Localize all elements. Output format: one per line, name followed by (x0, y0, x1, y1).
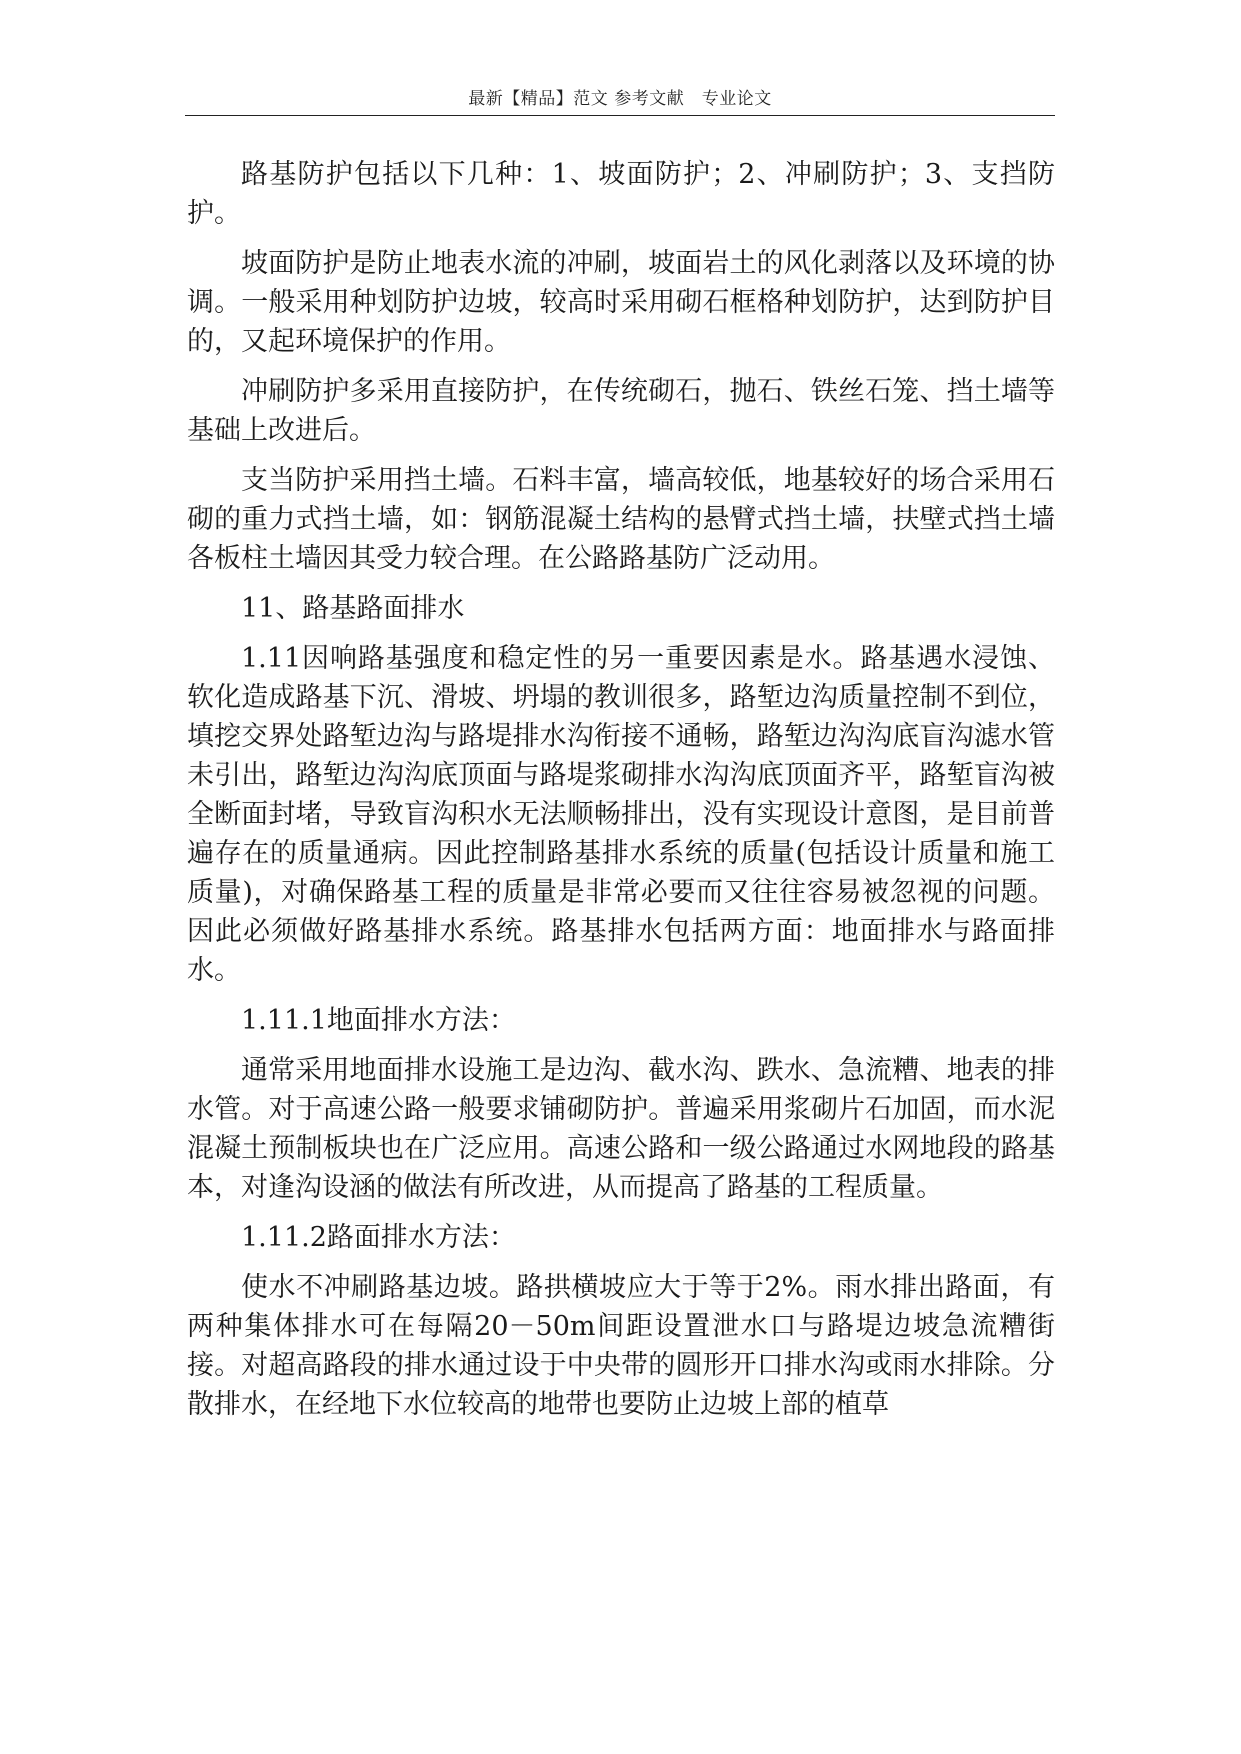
section-heading-drainage: 11、路基路面排水 (241, 593, 465, 624)
subsection-heading-ground-drainage: 1.11.1地面排水方法： (241, 1005, 516, 1036)
paragraph-protection-types: 路基防护包括以下几种：1、坡面防护；2、冲刷防护；3、支挡防护。 (187, 159, 1055, 229)
header-divider (185, 115, 1055, 116)
document-body (187, 155, 1055, 1435)
paragraph-slope-protection: 坡面防护是防止地表水流的冲刷，坡面岩土的风化剥落以及环境的协调。一般采用种划防护边坡，较高时采用砌石框格种划防护，达到防护目的，又起环境保护的作用。 (187, 248, 1055, 357)
paragraph-drainage-intro: 1.11因响路基强度和稳定性的另一重要因素是水。路基遇水浸蚀、软化造成路基下沉、滑坡、坍塌的教训很多，路堑边沟质量控制不到位，填挖交界处路堑边沟与路堤排水沟衔接不通畅，路堑边沟沟底盲沟滤水管未引出，路堑边沟沟底顶面与路堤浆砌排水沟沟底顶面齐平，路堑盲沟被全断面封堵，导致盲沟积水无法顺畅排出，没有实现设计意图，是目前普遍存在的质量通病。因此控制路基排水系统的质量(包括设计质量和施工质量)，对确保路基工程的质量是非常必要而又往往容易被忽视的问题。因此必须做好路基排水系统。路基排水包括两方面：地面排水与路面排水。 (187, 643, 1055, 986)
page-header: 最新【精品】范文 参考文献 专业论文 (468, 89, 772, 109)
paragraph-scour-protection: 冲刷防护多采用直接防护，在传统砌石，抛石、铁丝石笼、挡土墙等基础上改进后。 (187, 376, 1055, 446)
paragraph-surface-drainage: 使水不冲刷路基边坡。路拱横坡应大于等于2%。雨水排出路面，有两种集体排水可在每隔20－50m间距设置泄水口与路堤边坡急流糟街接。对超高路段的排水通过设于中央带的圆形开口排水沟或雨水排除。分散排水，在经地下水位较高的地带也要防止边坡上部的植草 (187, 1272, 1055, 1420)
paragraph-ground-drainage: 通常采用地面排水设施工是边沟、截水沟、跌水、急流糟、地表的排水管。对于高速公路一般要求铺砌防护。普遍采用浆砌片石加固，而水泥混凝土预制板块也在广泛应用。高速公路和一级公路通过水网地段的路基本，对逢沟设涵的做法有所改进，从而提高了路基的工程质量。 (187, 1055, 1055, 1203)
subsection-heading-surface-drainage: 1.11.2路面排水方法： (241, 1222, 516, 1253)
paragraph-retaining-protection: 支当防护采用挡土墙。石料丰富，墙高较低，地基较好的场合采用石砌的重力式挡土墙，如：钢筋混凝土结构的悬臂式挡土墙，扶壁式挡土墙各板柱土墙因其受力较合理。在公路路基防广泛动用。 (187, 465, 1055, 574)
